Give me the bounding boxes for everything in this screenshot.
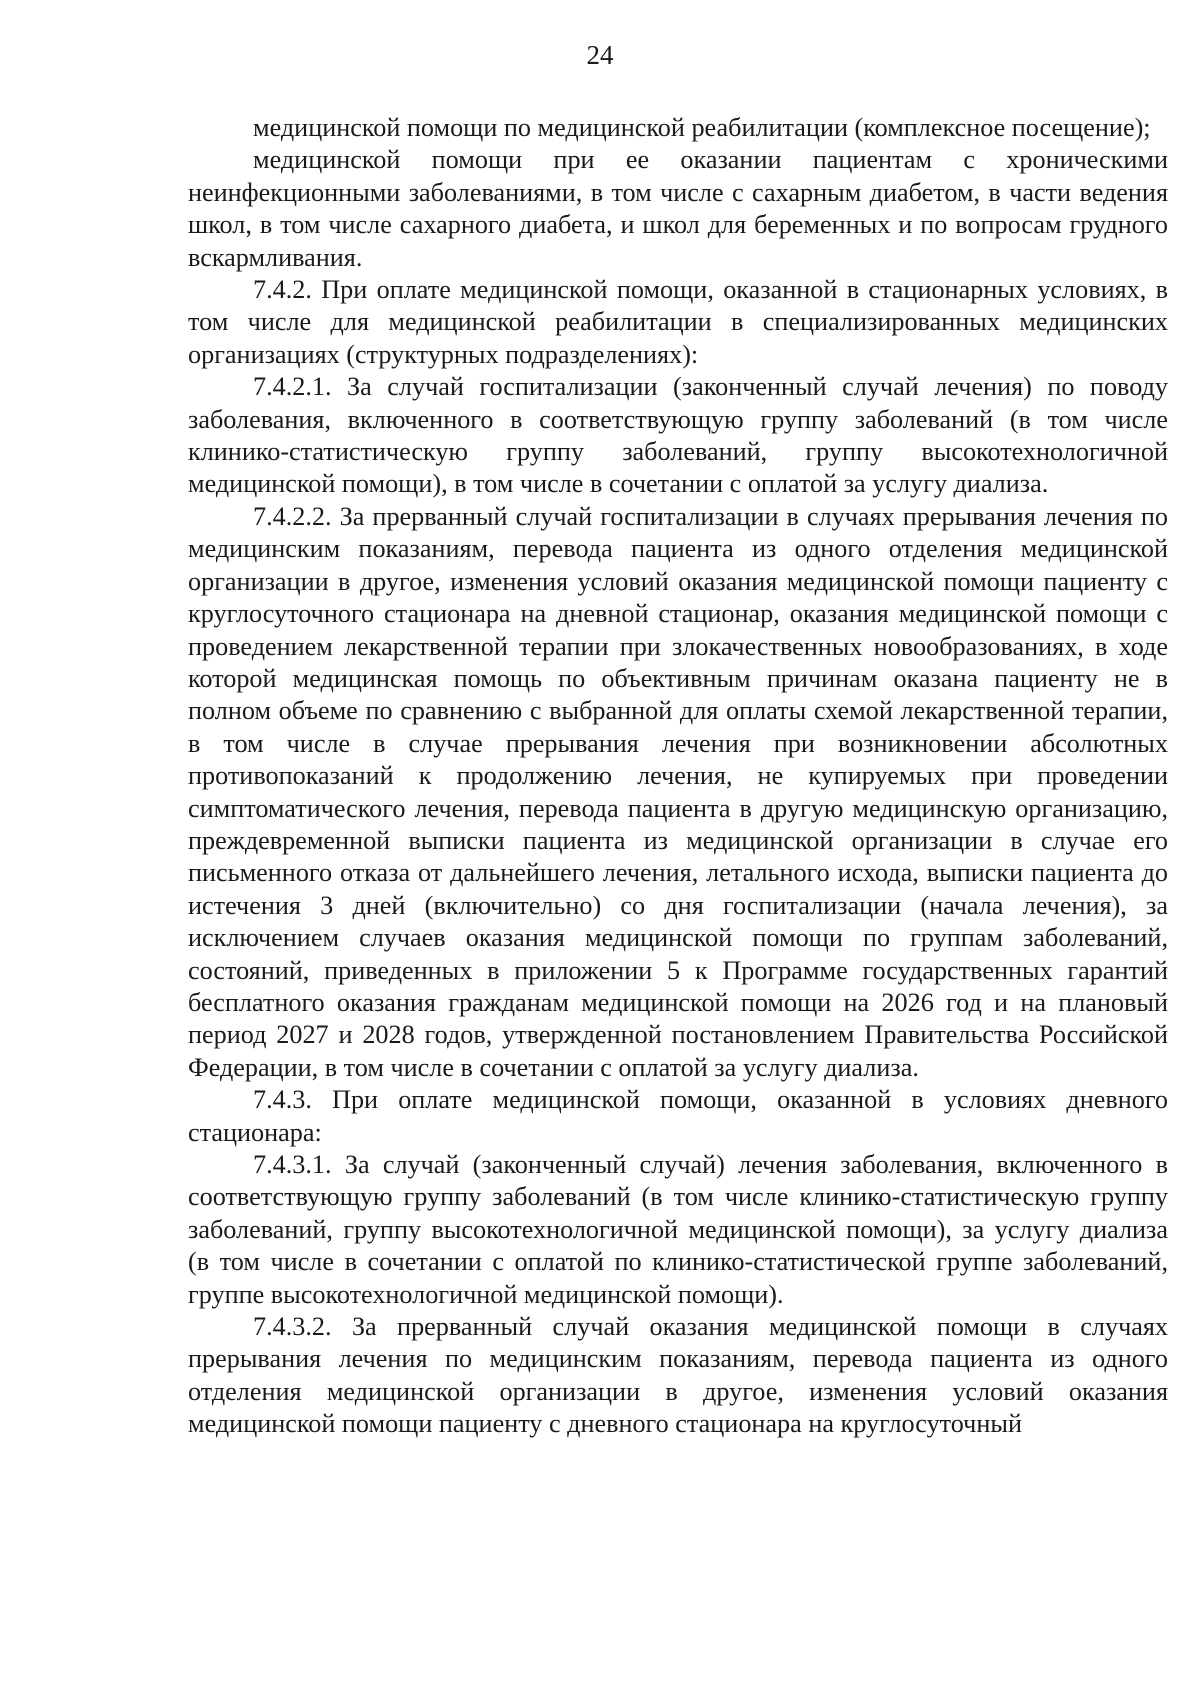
- paragraph-7-4-3-2: 7.4.3.2. За прерванный случай оказания медицинской помощи в случаях прерывания лечения по медицинским показаниям, перевода пациента из одного отделения медицинской организации в другое, изменения условий оказания медицинской помощи пациенту с дневного стационара на круглосуточный: [188, 1312, 1168, 1439]
- page-number: 24: [586, 40, 614, 70]
- paragraph-7-4-2: 7.4.2. При оплате медицинской помощи, оказанной в стационарных условиях, в том числе для медицинской реабилитации в специализированных медицинских организациях (структурных подразделениях):: [188, 275, 1168, 369]
- document-body: [188, 112, 1168, 1441]
- paragraph-rehabilitation-visit: медицинской помощи по медицинской реабилитации (комплексное посещение);: [253, 113, 1151, 142]
- paragraph-chronic-diseases-schools: медицинской помощи при ее оказании пациентам с хроническими неинфекционными заболеваниями, в том числе с сахарным диабетом, в части ведения школ, в том числе сахарного диабета, и школ для беременных и по вопросам грудного вскармливания.: [188, 145, 1168, 272]
- paragraph-7-4-2-1: 7.4.2.1. За случай госпитализации (законченный случай лечения) по поводу заболевания, включенного в соответствующую группу заболеваний (в том числе клинико-статистическую группу заболеваний, группу высокотехнологичной медицинской помощи), в том числе в сочетании с оплатой за услугу диализа.: [188, 372, 1168, 499]
- paragraph-7-4-3-1: 7.4.3.1. За случай (законченный случай) лечения заболевания, включенного в соответствующую группу заболеваний (в том числе клинико-статистическую группу заболеваний, группу высокотехнологичной медицинской помощи), за услугу диализа (в том числе в сочетании с оплатой по клинико-статистической группе заболеваний, группе высокотехнологичной медицинской помощи).: [188, 1150, 1168, 1309]
- paragraph-7-4-3: 7.4.3. При оплате медицинской помощи, оказанной в условиях дневного стационара:: [188, 1085, 1168, 1147]
- paragraph-7-4-2-2: 7.4.2.2. За прерванный случай госпитализации в случаях прерывания лечения по медицинским показаниям, перевода пациента из одного отделения медицинской организации в другое, изменения условий оказания медицинской помощи пациенту с круглосуточного стационара на дневной стационар, оказания медицинской помощи с проведением лекарственной терапии при злокачественных новообразованиях, в ходе которой медицинская помощь по объективным причинам оказана пациенту не в полном объеме по сравнению с выбранной для оплаты схемой лекарственной терапии, в том числе в случае прерывания лечения при возникновении абсолютных противопоказаний к продолжению лечения, не купируемых при проведении симптоматического лечения, перевода пациента в другую медицинскую организацию, преждевременной выписки пациента из медицинской организации в случае его письменного отказа от дальнейшего лечения, летального исхода, выписки пациента до истечения 3 дней (включительно) со дня госпитализации (начала лечения), за исключением случаев оказания медицинской помощи по группам заболеваний, состояний, приведенных в приложении 5 к Программе государственных гарантий бесплатного оказания гражданам медицинской помощи на 2026 год и на плановый период 2027 и 2028 годов, утвержденной постановлением Правительства Российской Федерации, в том числе в сочетании с оплатой за услугу диализа.: [188, 501, 1168, 1082]
